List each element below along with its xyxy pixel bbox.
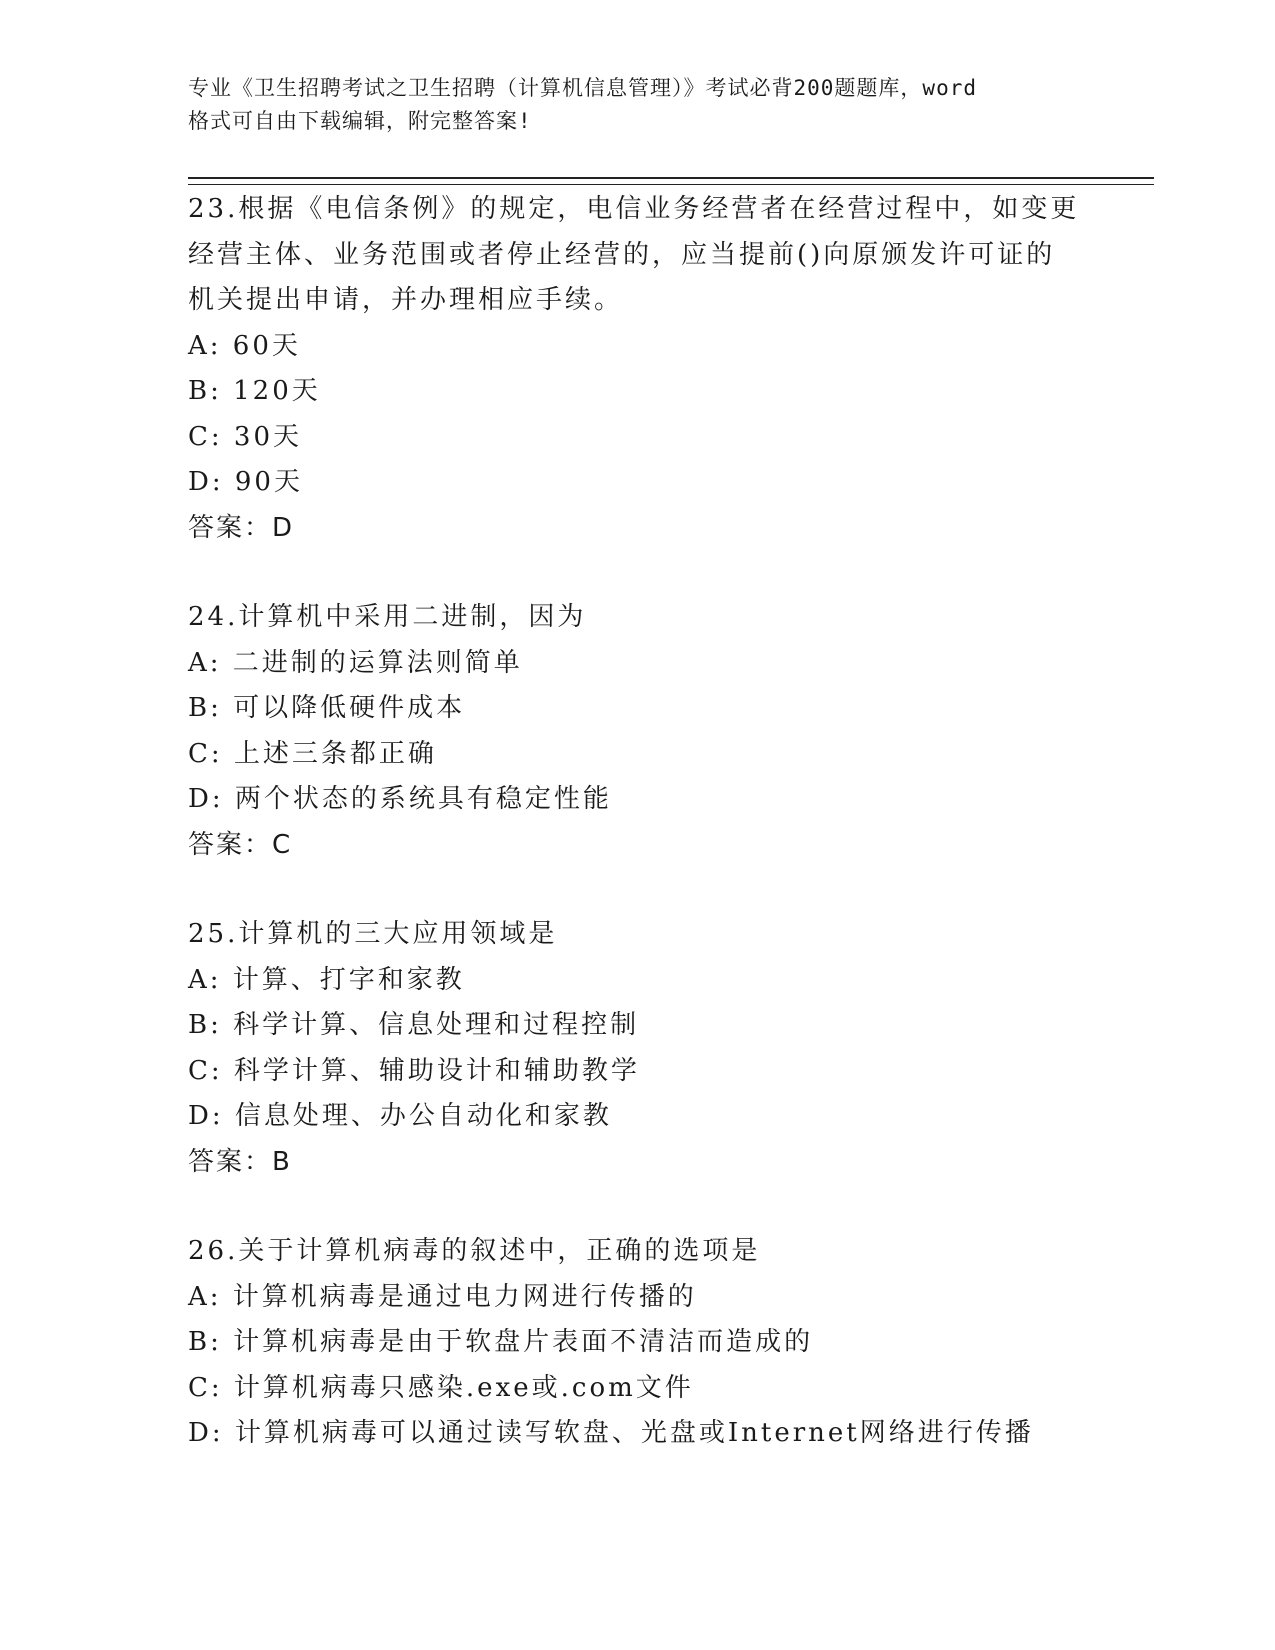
header-divider-thick — [188, 177, 1154, 179]
question-25 — [188, 912, 1128, 1185]
option-a: A: 计算机病毒是通过电力网进行传播的 — [188, 1281, 697, 1312]
question-text-line: 23.根据《电信条例》的规定，电信业务经营者在经营过程中，如变更 — [188, 194, 1080, 224]
header-line-2: 格式可自由下载编辑，附完整答案! — [188, 109, 532, 133]
question-list — [188, 187, 1128, 1501]
question-24 — [188, 595, 1128, 868]
option-c: C: 计算机病毒只感染.exe或.com文件 — [188, 1372, 694, 1403]
option-b: B: 可以降低硬件成本 — [188, 693, 466, 723]
document-header — [188, 72, 1088, 138]
question-text-line: 26.关于计算机病毒的叙述中，正确的选项是 — [188, 1236, 761, 1266]
answer-line: 答案：C — [188, 829, 293, 860]
option-b: B: 120天 — [188, 376, 321, 406]
question-text-line: 25.计算机的三大应用领域是 — [188, 919, 558, 949]
question-text-line: 24.计算机中采用二进制，因为 — [188, 602, 587, 632]
option-c: C: 30天 — [188, 421, 303, 452]
question-23 — [188, 187, 1128, 551]
option-c: C: 上述三条都正确 — [188, 738, 437, 769]
answer-line: 答案：B — [188, 1146, 292, 1177]
header-line-1: 专业《卫生招聘考试之卫生招聘（计算机信息管理）》考试必背200题题库，word — [188, 76, 977, 100]
header-divider-thin — [188, 184, 1154, 185]
question-text-line: 机关提出申请，并办理相应手续。 — [188, 285, 624, 315]
option-b: B: 计算机病毒是由于软盘片表面不清洁而造成的 — [188, 1327, 814, 1357]
option-d: D: 90天 — [188, 467, 303, 497]
option-d: D: 计算机病毒可以通过读写软盘、光盘或Internet网络进行传播 — [188, 1418, 1034, 1448]
question-text-line: 经营主体、业务范围或者停止经营的，应当提前()向原颁发许可证的 — [188, 239, 1056, 270]
option-a: A: 计算、打字和家教 — [188, 964, 465, 995]
option-a: A: 二进制的运算法则简单 — [188, 647, 523, 678]
answer-line: 答案：D — [188, 512, 295, 543]
option-b: B: 科学计算、信息处理和过程控制 — [188, 1010, 640, 1040]
option-c: C: 科学计算、辅助设计和辅助教学 — [188, 1055, 640, 1086]
option-d: D: 两个状态的系统具有稳定性能 — [188, 784, 612, 814]
question-26 — [188, 1229, 1128, 1457]
option-a: A: 60天 — [188, 330, 301, 361]
option-d: D: 信息处理、办公自动化和家教 — [188, 1101, 612, 1131]
